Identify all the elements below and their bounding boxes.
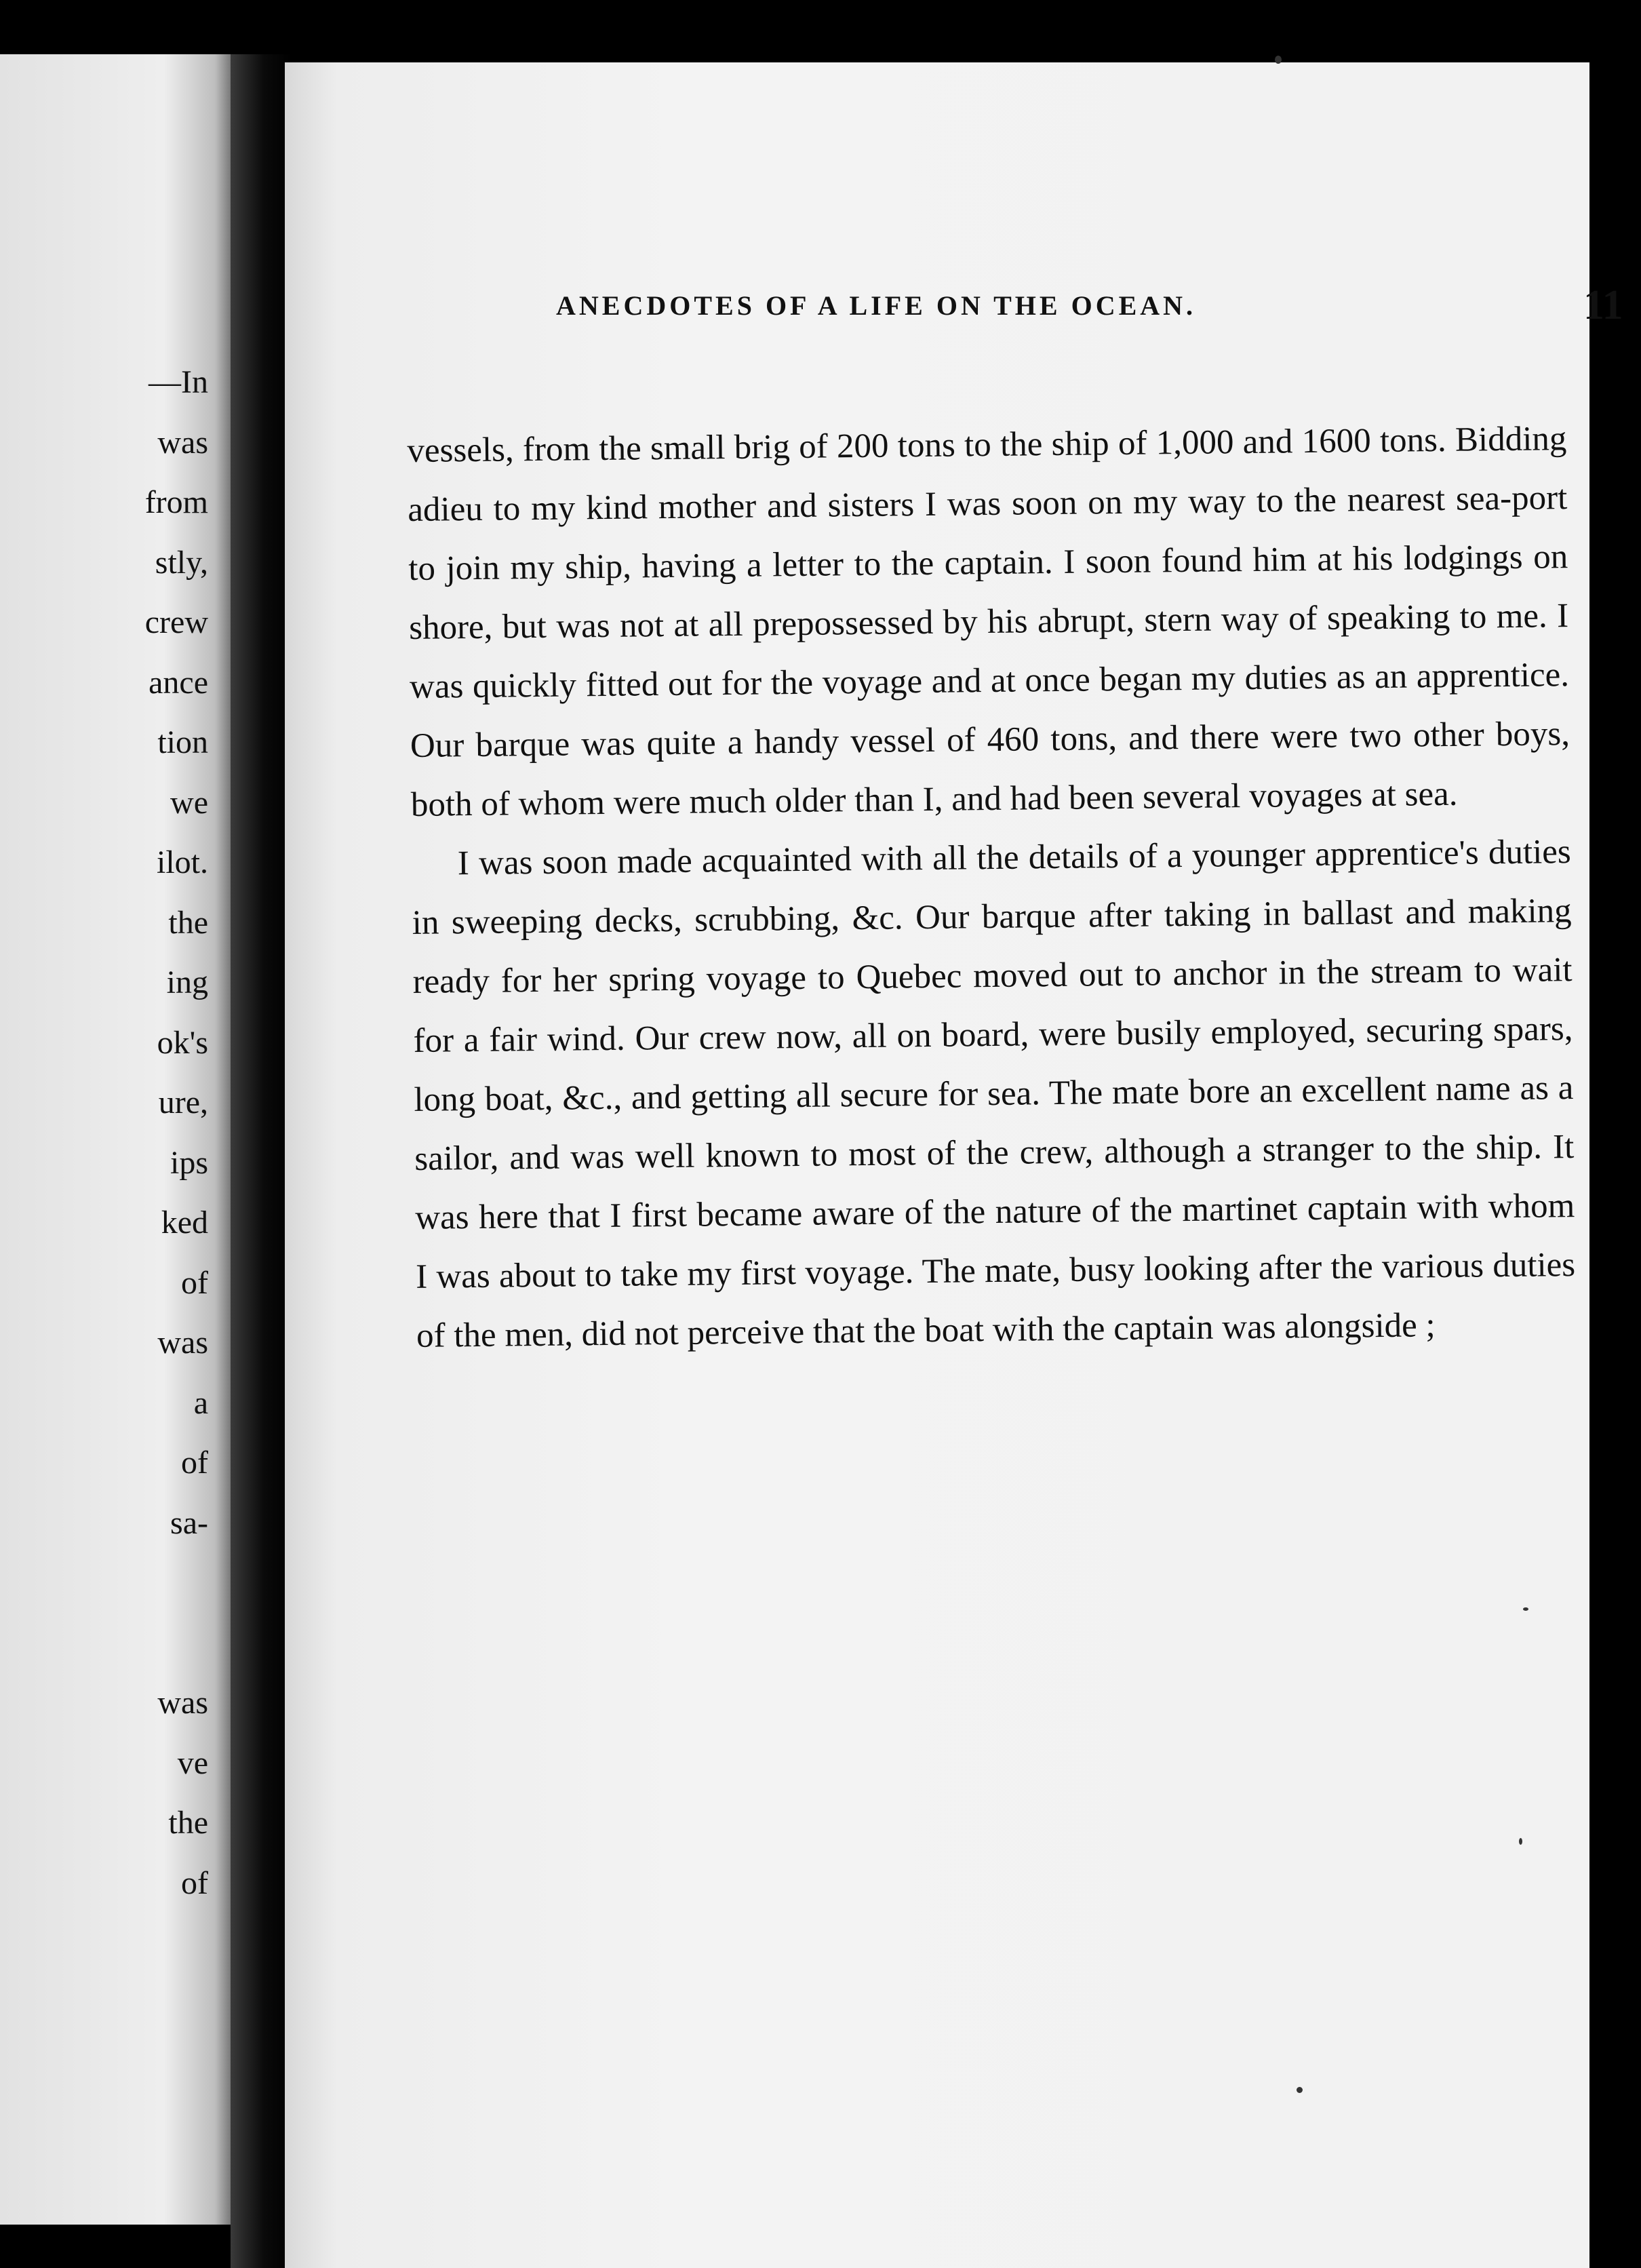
book-gutter-shadow — [231, 54, 292, 2268]
paragraph: I was soon made acquainted with all the details of a younger apprentice's duties in sweeping decks, scrubbing, &c. Our barque after taking in ballast and making ready for her spring voyage to Quebec moved out to anchor in the stream to wait for a fair wind. Our crew now, all on board, were busily employed, securing spars, long boat, &c., and getting all secure for sea. The mate bore an excellent name as a sailor, and was well known to most of the crew, although a stranger to the ship. It was here that I first became aware of the nature of the martinet captain with whom I was about to take my first voyage. The mate, busy looking after the various duties of the men, did not perceive that the boat with the captain was alongside ; — [412, 833, 1576, 1355]
line-ending: ance — [149, 664, 208, 701]
line-ending: a — [193, 1384, 208, 1421]
line-ending: was — [157, 1325, 208, 1361]
running-head — [556, 283, 1641, 364]
line-ending: ilot. — [156, 844, 208, 880]
body-text — [407, 410, 1576, 1366]
ink-speck — [1275, 56, 1282, 64]
line-ending — [145, 1553, 208, 1614]
line-ending: was — [157, 424, 208, 461]
line-ending: ips — [170, 1144, 208, 1181]
paragraph: vessels, from the small brig of 200 tons to the ship of 1,000 and 1600 tons. Bidding adieu to my kind mother and sisters I was soon on my way to the nearest sea-port to join my ship, having a letter to the captain. I soon found him at his lodgings on shore, but was not at all prepossessed by his abrupt, stern way of speaking to me. I was quickly fitted out for the voyage and at once began my duties as an apprentice. Our barque was quite a handy vessel of 460 tons, and there were two other boys, both of whom were much older than I, and had been several voyages at sea. — [407, 420, 1570, 824]
line-ending: sa- — [170, 1504, 208, 1541]
previous-page-fragment — [0, 54, 234, 2225]
line-ending: we — [170, 784, 208, 821]
line-ending: ok's — [157, 1024, 208, 1061]
line-ending: ing — [166, 964, 208, 1000]
line-ending: crew — [144, 604, 208, 640]
line-ending: from — [144, 484, 208, 520]
page-number: 11 — [1583, 282, 1623, 328]
line-ending: ure, — [158, 1084, 208, 1120]
line-ending: ked — [161, 1205, 208, 1240]
line-ending: was — [157, 1685, 208, 1721]
previous-page-line-endings — [145, 353, 208, 1913]
ink-speck — [1523, 1607, 1528, 1611]
line-ending: the — [168, 904, 208, 941]
ink-speck — [1519, 1838, 1522, 1845]
line-ending: of — [181, 1864, 208, 1901]
line-ending: stly, — [155, 544, 208, 581]
ink-speck — [1297, 2087, 1303, 2093]
running-title: ANECDOTES OF A LIFE ON THE OCEAN. — [556, 290, 1197, 321]
line-ending: the — [168, 1805, 208, 1841]
line-ending — [145, 1614, 208, 1674]
line-ending: of — [181, 1445, 208, 1481]
book-page — [285, 62, 1623, 2268]
line-ending: of — [181, 1264, 208, 1301]
line-ending: —In — [149, 364, 208, 400]
line-ending: ve — [177, 1744, 208, 1781]
line-ending: tion — [157, 724, 208, 760]
